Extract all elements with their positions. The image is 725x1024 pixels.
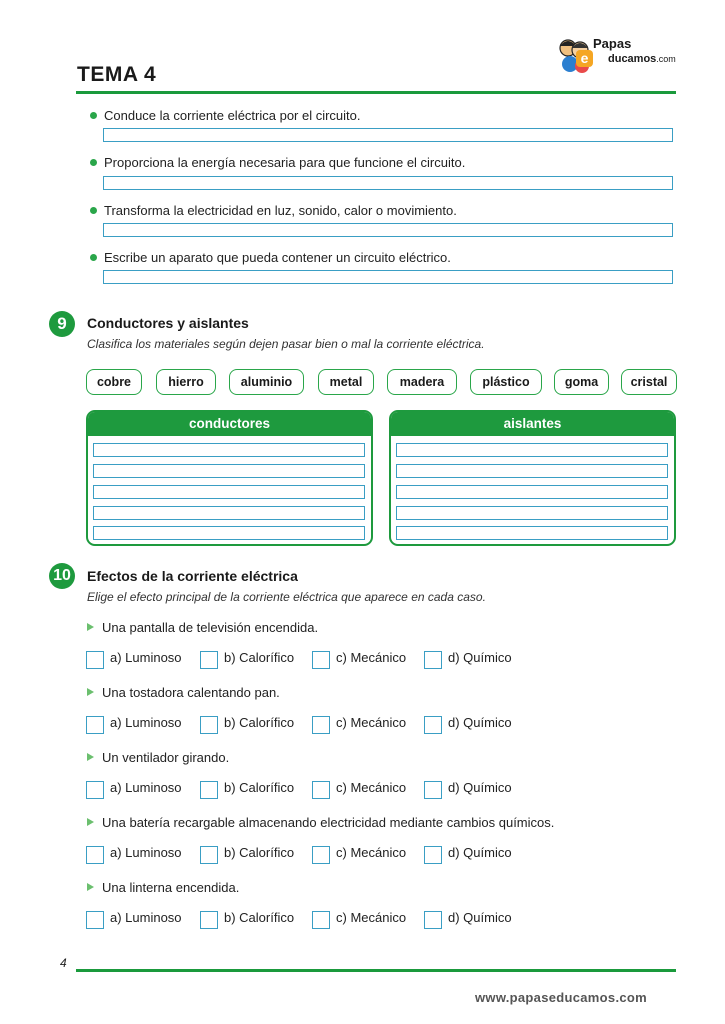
blank-prompt-2 xyxy=(90,155,465,170)
triangle-bullet-icon xyxy=(87,818,94,826)
triangle-bullet-icon xyxy=(87,623,94,631)
material-chip-hierro[interactable]: hierro xyxy=(156,369,216,395)
option-label: d) Químico xyxy=(448,715,512,730)
conductores-field-5[interactable] xyxy=(93,526,365,540)
checkbox-q1-calorifico[interactable] xyxy=(200,651,218,669)
option-label: a) Luminoso xyxy=(110,910,182,925)
material-chip-aluminio[interactable]: aluminio xyxy=(229,369,304,395)
checkbox-q2-calorifico[interactable] xyxy=(200,716,218,734)
checkbox-q3-mecanico[interactable] xyxy=(312,781,330,799)
answer-field-4[interactable] xyxy=(103,270,673,284)
footer-divider xyxy=(76,969,676,972)
conductores-table xyxy=(86,410,373,546)
page-title: TEMA 4 xyxy=(77,63,157,86)
material-chip-goma[interactable]: goma xyxy=(554,369,609,395)
checkbox-q4-quimico[interactable] xyxy=(424,846,442,864)
option-label: a) Luminoso xyxy=(110,650,182,665)
aislantes-table xyxy=(389,410,676,546)
question-2 xyxy=(87,685,280,700)
checkbox-q5-quimico[interactable] xyxy=(424,911,442,929)
bullet-dot xyxy=(90,112,97,119)
material-chip-cristal[interactable]: cristal xyxy=(621,369,677,395)
checkbox-q3-calorifico[interactable] xyxy=(200,781,218,799)
option-label: d) Químico xyxy=(448,910,512,925)
blank-prompt-text: Escribe un aparato que pueda contener un circuito eléctrico. xyxy=(104,250,451,265)
material-chip-plastico[interactable]: plástico xyxy=(470,369,542,395)
option-label: b) Calorífico xyxy=(224,845,295,860)
page-number: 4 xyxy=(60,956,67,970)
conductores-field-2[interactable] xyxy=(93,464,365,478)
checkbox-q5-luminoso[interactable] xyxy=(86,911,104,929)
option-label: c) Mecánico xyxy=(336,910,407,925)
section-10-instruction: Elige el efecto principal de la corriente eléctrica que aparece en cada caso. xyxy=(87,590,486,604)
answer-field-2[interactable] xyxy=(103,176,673,190)
question-text: Una batería recargable almacenando electricidad mediante cambios químicos. xyxy=(102,815,555,830)
option-label: b) Calorífico xyxy=(224,780,295,795)
section-10-title: Efectos de la corriente eléctrica xyxy=(87,568,298,584)
question-1 xyxy=(87,620,318,635)
logo-text-educamos xyxy=(608,53,676,65)
option-label: a) Luminoso xyxy=(110,780,182,795)
checkbox-q4-mecanico[interactable] xyxy=(312,846,330,864)
checkbox-q5-mecanico[interactable] xyxy=(312,911,330,929)
option-label: d) Químico xyxy=(448,845,512,860)
option-label: d) Químico xyxy=(448,650,512,665)
section-9-instruction: Clasifica los materiales según dejen pasar bien o mal la corriente eléctrica. xyxy=(87,337,485,351)
logo-text-educamos-word: ducamos xyxy=(608,53,657,65)
option-label: c) Mecánico xyxy=(336,650,407,665)
option-label: b) Calorífico xyxy=(224,650,295,665)
checkbox-q4-calorifico[interactable] xyxy=(200,846,218,864)
option-label: b) Calorífico xyxy=(224,910,295,925)
blank-prompt-4 xyxy=(90,250,451,265)
conductores-field-1[interactable] xyxy=(93,443,365,457)
checkbox-q1-luminoso[interactable] xyxy=(86,651,104,669)
option-label: a) Luminoso xyxy=(110,715,182,730)
checkbox-q2-mecanico[interactable] xyxy=(312,716,330,734)
option-label: c) Mecánico xyxy=(336,845,407,860)
checkbox-q3-luminoso[interactable] xyxy=(86,781,104,799)
answer-field-1[interactable] xyxy=(103,128,673,142)
bullet-dot xyxy=(90,254,97,261)
triangle-bullet-icon xyxy=(87,883,94,891)
checkbox-q5-calorifico[interactable] xyxy=(200,911,218,929)
blank-prompt-text: Proporciona la energía necesaria para que funcione el circuito. xyxy=(104,155,466,170)
material-chip-metal[interactable]: metal xyxy=(318,369,374,395)
material-chip-madera[interactable]: madera xyxy=(387,369,457,395)
aislantes-header: aislantes xyxy=(391,412,674,436)
question-3 xyxy=(87,750,229,765)
question-5 xyxy=(87,880,239,895)
material-chip-cobre[interactable]: cobre xyxy=(86,369,142,395)
question-text: Una pantalla de televisión encendida. xyxy=(102,620,319,635)
aislantes-field-5[interactable] xyxy=(396,526,668,540)
blank-prompt-3 xyxy=(90,203,457,218)
logo-text-com: .com xyxy=(656,54,676,64)
aislantes-field-3[interactable] xyxy=(396,485,668,499)
logo-text-papas: Papas xyxy=(593,36,632,51)
footer-website-link[interactable]: www.papaseducamos.com xyxy=(475,990,647,1005)
option-label: b) Calorífico xyxy=(224,715,295,730)
blank-prompt-1 xyxy=(90,108,361,123)
checkbox-q4-luminoso[interactable] xyxy=(86,846,104,864)
header-divider xyxy=(76,91,676,94)
section-10-number: 10 xyxy=(49,563,75,589)
checkbox-q2-quimico[interactable] xyxy=(424,716,442,734)
checkbox-q1-quimico[interactable] xyxy=(424,651,442,669)
option-label: d) Químico xyxy=(448,780,512,795)
section-9-title: Conductores y aislantes xyxy=(87,315,249,331)
checkbox-q3-quimico[interactable] xyxy=(424,781,442,799)
conductores-header: conductores xyxy=(88,412,371,436)
question-text: Una tostadora calentando pan. xyxy=(102,685,280,700)
blank-prompt-text: Transforma la electricidad en luz, sonido, calor o movimiento. xyxy=(104,203,457,218)
question-4 xyxy=(87,815,554,830)
section-9-number: 9 xyxy=(49,311,75,337)
answer-field-3[interactable] xyxy=(103,223,673,237)
logo-e-badge: e xyxy=(576,50,593,67)
aislantes-field-2[interactable] xyxy=(396,464,668,478)
bullet-dot xyxy=(90,207,97,214)
blank-prompt-text: Conduce la corriente eléctrica por el circuito. xyxy=(104,108,361,123)
bullet-dot xyxy=(90,159,97,166)
question-text: Un ventilador girando. xyxy=(102,750,230,765)
option-label: c) Mecánico xyxy=(336,780,407,795)
checkbox-q1-mecanico[interactable] xyxy=(312,651,330,669)
conductores-field-4[interactable] xyxy=(93,506,365,520)
aislantes-field-1[interactable] xyxy=(396,443,668,457)
option-label: a) Luminoso xyxy=(110,845,182,860)
option-label: c) Mecánico xyxy=(336,715,407,730)
checkbox-q2-luminoso[interactable] xyxy=(86,716,104,734)
conductores-field-3[interactable] xyxy=(93,485,365,499)
triangle-bullet-icon xyxy=(87,688,94,696)
triangle-bullet-icon xyxy=(87,753,94,761)
papaseducamos-logo xyxy=(556,36,681,76)
question-text: Una linterna encendida. xyxy=(102,880,240,895)
aislantes-field-4[interactable] xyxy=(396,506,668,520)
